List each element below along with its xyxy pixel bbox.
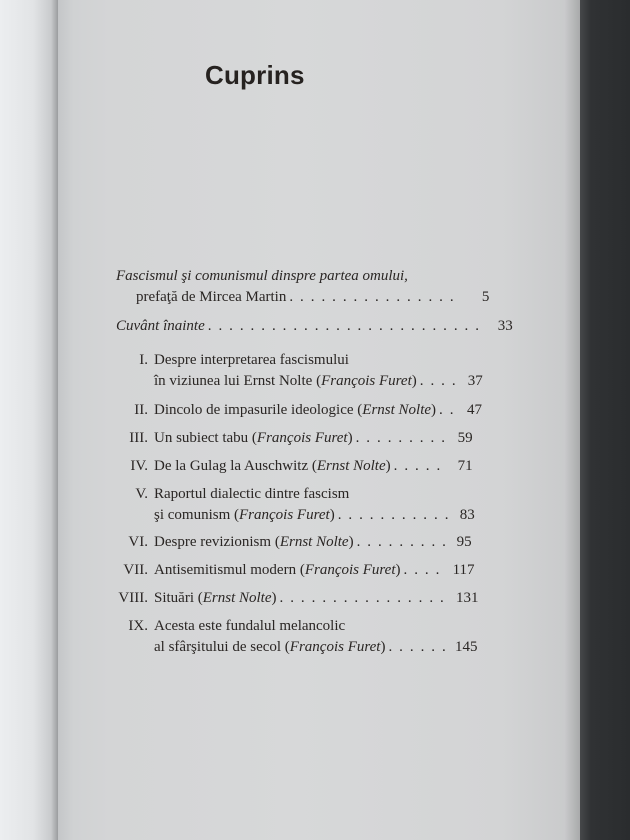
toc-entry-foreword — [116, 316, 513, 337]
chapter-title: Despre interpretarea fascismului — [154, 352, 349, 368]
chapter-number: VI. — [128, 534, 148, 550]
chapter-title: De la Gulag la Auschwitz — [154, 458, 309, 474]
leader-dots — [338, 505, 450, 526]
page-number: 71 — [457, 458, 473, 474]
chapter-author: Ernst Nolte — [362, 402, 432, 418]
toc-entry-chapter-7: VII. Antisemitismul modern ( François Furet ) . . . 117 — [106, 560, 475, 581]
leader-dots — [404, 560, 444, 581]
page-number: 5 — [481, 289, 490, 305]
page-number: 37 — [467, 373, 483, 389]
page-number: 59 — [457, 430, 473, 446]
toc-entry-chapter-3: III. Un subiect tabu ( François Furet ) . . . 59 — [106, 428, 473, 449]
chapter-title: Antisemitismul modern — [154, 562, 297, 578]
page-title: Cuprins — [205, 60, 305, 90]
toc-entry-chapter-1: I. Despre interpretarea fascismului în viziunea lui Ernst Nolte ( François Furet ) . . . 37 — [106, 350, 483, 392]
toc-entry-chapter-2: II. Dincolo de impasurile ideologice ( Ernst Nolte ) . . . 47 — [106, 400, 482, 421]
background-right — [578, 0, 630, 840]
chapter-number: IV. — [130, 458, 148, 474]
leader-dots — [289, 287, 454, 308]
leader-dots — [420, 371, 458, 392]
toc-entry-preface — [116, 266, 489, 308]
chapter-author: Ernst Nolte — [202, 590, 272, 606]
leader-dots — [388, 637, 446, 658]
preface-title: Fascismul şi comunismul dinspre partea omului, — [116, 268, 408, 284]
chapter-author: François Furet — [289, 639, 381, 655]
leader-dots — [280, 588, 448, 609]
chapter-author: Ernst Nolte — [316, 458, 386, 474]
chapter-number: V. — [135, 486, 148, 502]
toc-entry-chapter-4: IV. De la Gulag la Auschwitz ( Ernst Nolte ) . . . 71 — [106, 456, 473, 477]
page-number: 145 — [454, 639, 478, 655]
chapter-title: Despre revizionism — [154, 534, 272, 550]
page-number: 95 — [456, 534, 472, 550]
foreword-title: Cuvânt înainte — [116, 318, 205, 334]
toc-entry-chapter-8: VIII. Situări ( Ernst Nolte ) . . . 131 — [106, 588, 479, 609]
chapter-number: VIII. — [118, 590, 148, 606]
leader-dots — [394, 456, 448, 477]
page-number: 131 — [456, 590, 479, 606]
page-number: 83 — [459, 507, 475, 523]
leader-dots — [357, 532, 447, 553]
leader-dots — [356, 428, 448, 449]
chapter-author: François Furet — [256, 430, 348, 446]
chapter-number: I. — [139, 352, 148, 368]
chapter-number: II. — [134, 402, 148, 418]
toc-entry-chapter-9: IX. Acesta este fundalul melancolic al sfârşitului de secol ( François Furet ) . . . 145 — [106, 616, 477, 658]
chapter-number: IX. — [128, 618, 148, 634]
page-number: 47 — [467, 402, 483, 418]
chapter-author: François Furet — [304, 562, 396, 578]
chapter-title: Un subiect tabu — [154, 430, 249, 446]
leader-dots — [439, 400, 457, 421]
toc-entry-chapter-6: VI. Despre revizionism ( Ernst Nolte ) . . . 95 — [106, 532, 472, 553]
chapter-title-cont: al sfârşitului de secol — [154, 639, 282, 655]
chapter-title: Situări — [154, 590, 194, 606]
toc-entry-chapter-5: V. Raportul dialectic dintre fascism şi comunism ( François Furet ) . . . 83 — [106, 484, 475, 526]
chapter-number: III. — [129, 430, 148, 446]
chapter-title: Acesta este fundalul melancolic — [154, 618, 346, 634]
page-number: 33 — [497, 318, 513, 334]
chapter-title: Raportul dialectic dintre fascism — [154, 486, 350, 502]
chapter-title-cont: şi comunism — [154, 507, 231, 523]
chapter-number: VII. — [123, 562, 148, 578]
chapter-title: Dincolo de impasurile ideologice — [154, 402, 354, 418]
book-page — [58, 0, 580, 840]
chapter-author: François Furet — [239, 507, 330, 523]
background-left — [0, 0, 60, 840]
chapter-title-cont: în viziunea lui Ernst Nolte — [154, 373, 313, 389]
page-number: 117 — [452, 562, 475, 578]
leader-dots — [208, 316, 478, 337]
chapter-author: François Furet — [321, 373, 412, 389]
preface-subtitle: prefaţă de Mircea Martin — [136, 289, 287, 305]
chapter-author: Ernst Nolte — [279, 534, 349, 550]
